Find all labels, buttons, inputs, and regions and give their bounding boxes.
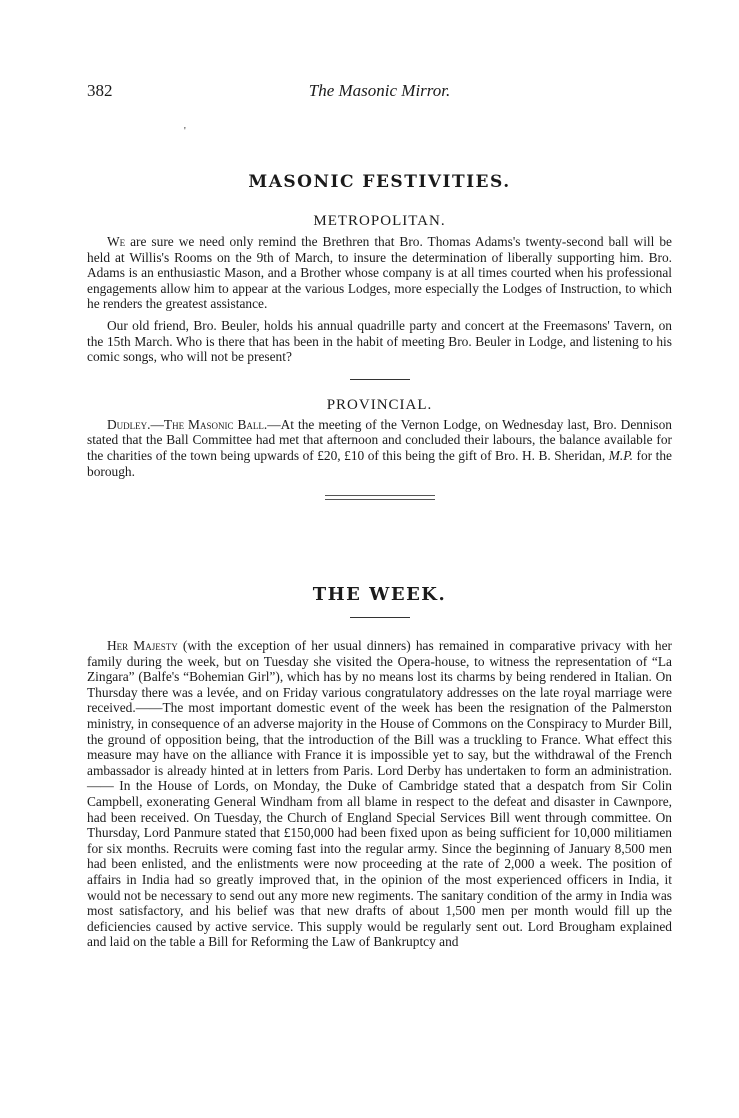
heading-masonic-festivities: MASONIC FESTIVITIES.	[248, 172, 511, 192]
heading-the-week: THE WEEK.	[312, 584, 447, 605]
paragraph-week-news	[87, 638, 672, 950]
section-divider	[350, 379, 410, 380]
running-header	[87, 81, 672, 105]
lead-word: We	[107, 234, 126, 249]
page-number: 382	[87, 81, 113, 100]
paragraph-text: (with the exception of her usual dinners) has remained in comparative privacy with her family during the week, but on Tuesday she visited the Opera-house, to witness the representation of “La Zingara” (Balfe's “Bohemian Girl”), which has by no means lost its charms by being rendered in Italian. On Thursday there was a levée, and on Friday various congratulatory addresses on the late royal marriage were received.——The most important domestic event of the week has been the resignation of the Palmerston ministry, in consequence of an adverse majority in the House of Commons on the Conspiracy to Murder Bill, the ground of opposition being, that the introduction of the Bill was a truckling to France. What effect this measure may have on the alliance with France it is impossible yet to say, but the withdrawal of the French ambassador is already hinted at in letters from Paris. Lord Derby has undertaken to form an administration.—— In the House of Lords, on Monday, the Duke of Cambridge stated that a despatch from Sir Colin Campbell, exonerating General Windham from all blame in respect to the defeat and disaster in Cawnpore, had been received. On Tuesday, the Church of England Special Services Bill went through committee. On Thursday, Lord Panmure stated that £150,000 had been fixed upon as being sufficient for 10,000 militiamen for six months. Recruits were coming fast into the regular army. Since the beginning of January 8,500 men had been enlisted, and the enlistments were now proceeding at the rate of 2,000 a week. The position of affairs in India had so greatly improved that, in the opinion of the most experienced officers in India, it would not be necessary to send out any more new regiments. The sanitary condition of the army in India was most satisfactory, and his belief was that new drafts of about 1,500 men per month would fill up the deficiencies caused by active service. This supply would be regularly sent out. Lord Brougham explained and laid on the table a Bill for Reforming the Law of Bankruptcy and	[87, 638, 672, 950]
paragraph-text: —At the meeting of the Vernon Lodge, on Wednesday last, Bro. Dennison stated that the Ball Committee had met that afternoon and concluded their labours, the balance available for the charities of the town being upwards of £20, £10 of this being the gift of Bro. H. B. Sheridan,	[87, 416, 672, 463]
paragraph-text: are sure we need only remind the Brethren that Bro. Thomas Adams's twenty-second ball will be held at Willis's Rooms on the 9th of March, to insure the determination of liberally supporting him. Bro. Adams is an enthusiastic Mason, and a Brother whose company is at all times courted when his professional engagements allow him to appear at the various Lodges, more especially the Lodges of Instruction, to which he renders the greatest assistance.	[87, 234, 672, 312]
paragraph-beuler: Our old friend, Bro. Beuler, holds his annual quadrille party and concert at the Freemasons' Tavern, on the 15th March. Who is there that has been in the habit of meeting Bro. Beuler in Lodge, and listening to his comic songs, who will not be present?	[87, 317, 672, 365]
stray-ink-mark: '	[184, 126, 186, 137]
paragraph-text-end: for the borough.	[87, 447, 672, 479]
heading-underline	[350, 617, 410, 618]
paragraph-dudley	[87, 417, 672, 479]
subheading-provincial: PROVINCIAL.	[326, 396, 433, 413]
lead-phrase: Her Majesty	[107, 638, 178, 653]
subheading-metropolitan: METROPOLITAN.	[313, 213, 446, 229]
section-masonic-festivities	[87, 172, 672, 500]
mp-abbreviation: M.P.	[608, 447, 634, 463]
running-title: The Masonic Mirror.	[308, 81, 451, 100]
lead-phrase: Dudley.—The Masonic Ball.	[107, 416, 268, 432]
double-rule-divider	[325, 495, 435, 500]
section-the-week	[87, 584, 672, 950]
paragraph-adams-ball	[87, 234, 672, 312]
